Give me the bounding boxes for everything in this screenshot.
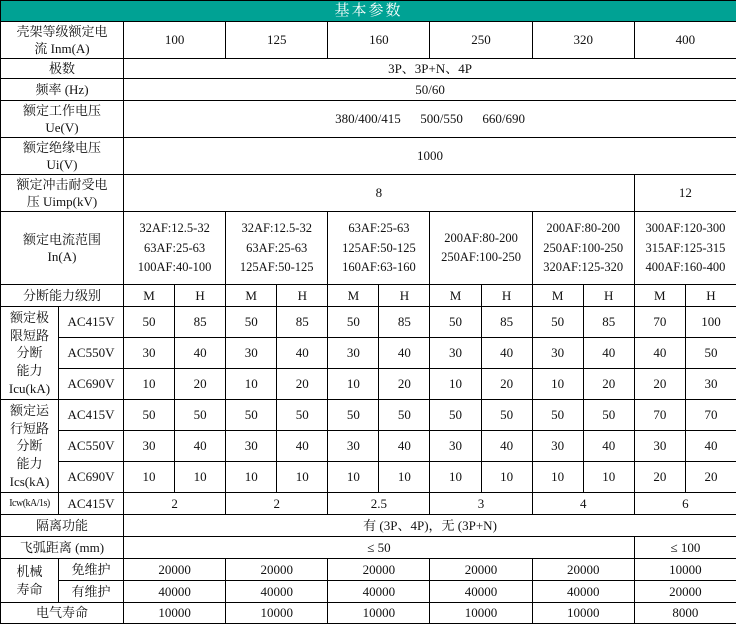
- value-cell: 85: [379, 307, 430, 338]
- value-cell: 300AF:120-300 315AF:125-315 400AF:160-400: [634, 212, 736, 285]
- value-cell: 1000: [124, 138, 736, 175]
- row-label: 额定冲击耐受电 压 Uimp(kV): [1, 175, 124, 212]
- row-label: Icw(kA/1s): [1, 493, 59, 515]
- value-cell: 200AF:80-200 250AF:100-250: [430, 212, 532, 285]
- row-label: 额定极 限短路 分断 能力 Icu(kA): [1, 307, 59, 400]
- value-cell: 50: [328, 307, 379, 338]
- row-label: 分断能力级别: [1, 285, 124, 307]
- value-cell: 6: [634, 493, 736, 515]
- value-cell: 20: [379, 369, 430, 400]
- value-cell: 20: [634, 369, 685, 400]
- value-cell: 70: [685, 400, 736, 431]
- value-cell: 8: [124, 175, 635, 212]
- value-cell: 200AF:80-200 250AF:100-250 320AF:125-320: [532, 212, 634, 285]
- value-cell: 20: [634, 462, 685, 493]
- value-cell: 20000: [634, 581, 736, 603]
- value-cell: 70: [634, 400, 685, 431]
- value-cell: 40: [379, 338, 430, 369]
- value-cell: 125: [226, 22, 328, 59]
- value-cell: 10000: [124, 603, 226, 624]
- value-cell: 10: [328, 462, 379, 493]
- value-cell: 85: [583, 307, 634, 338]
- value-cell: 50: [583, 400, 634, 431]
- value-cell: 50: [481, 400, 532, 431]
- value-cell: 10: [379, 462, 430, 493]
- value-cell: 70: [634, 307, 685, 338]
- value-cell: 30: [226, 431, 277, 462]
- value-cell: 8000: [634, 603, 736, 624]
- table-title: 基本参数: [1, 1, 736, 22]
- row-label: 飞弧距离 (mm): [1, 537, 124, 559]
- value-cell: 40000: [124, 581, 226, 603]
- value-cell: 50: [328, 400, 379, 431]
- value-cell: 160: [328, 22, 430, 59]
- value-cell: 40: [277, 431, 328, 462]
- row-label: AC415V: [59, 493, 124, 515]
- value-cell: 10000: [532, 603, 634, 624]
- value-cell: 100: [124, 22, 226, 59]
- value-cell: 40000: [328, 581, 430, 603]
- value-cell: 50: [124, 400, 175, 431]
- value-cell: 30: [124, 338, 175, 369]
- value-cell: 20: [277, 369, 328, 400]
- value-cell: M: [430, 285, 481, 307]
- value-cell: 40: [685, 431, 736, 462]
- value-cell: 10: [277, 462, 328, 493]
- row-label: 额定运 行短路 分断 能力 Ics(kA): [1, 400, 59, 493]
- value-cell: 10000: [430, 603, 532, 624]
- value-cell: 40000: [226, 581, 328, 603]
- value-cell: 50: [532, 400, 583, 431]
- row-label: 壳架等级额定电 流 Inm(A): [1, 22, 124, 59]
- value-cell: 10: [124, 462, 175, 493]
- value-cell: 20000: [532, 559, 634, 581]
- row-label: 隔离功能: [1, 515, 124, 537]
- value-cell: 40: [175, 431, 226, 462]
- value-cell: 30: [430, 338, 481, 369]
- row-label: AC690V: [59, 462, 124, 493]
- row-label: AC415V: [59, 400, 124, 431]
- value-cell: 30: [532, 338, 583, 369]
- value-cell: 250: [430, 22, 532, 59]
- value-cell: 50: [379, 400, 430, 431]
- value-cell: 3P、3P+N、4P: [124, 59, 736, 79]
- row-label: 频率 (Hz): [1, 79, 124, 101]
- value-cell: H: [175, 285, 226, 307]
- value-cell: 40000: [430, 581, 532, 603]
- row-label: 极数: [1, 59, 124, 79]
- value-cell: 30: [226, 338, 277, 369]
- value-cell: H: [685, 285, 736, 307]
- value-cell: 10: [583, 462, 634, 493]
- row-label: 电气寿命: [1, 603, 124, 624]
- value-cell: 20: [175, 369, 226, 400]
- row-label: 免维护: [59, 559, 124, 581]
- value-cell: ≤ 50: [124, 537, 635, 559]
- value-cell: 85: [175, 307, 226, 338]
- value-cell: 20000: [328, 559, 430, 581]
- value-cell: 20000: [226, 559, 328, 581]
- value-cell: 2: [124, 493, 226, 515]
- value-cell: 10: [226, 369, 277, 400]
- value-cell: M: [532, 285, 583, 307]
- value-cell: 40: [379, 431, 430, 462]
- value-cell: 20: [583, 369, 634, 400]
- value-cell: 2: [226, 493, 328, 515]
- value-cell: 10: [532, 369, 583, 400]
- value-cell: M: [634, 285, 685, 307]
- value-cell: 20000: [124, 559, 226, 581]
- value-cell: 10: [532, 462, 583, 493]
- value-cell: 30: [328, 338, 379, 369]
- value-cell: 50/60: [124, 79, 736, 101]
- value-cell: 30: [532, 431, 583, 462]
- value-cell: 3: [430, 493, 532, 515]
- value-cell: 40: [481, 338, 532, 369]
- value-cell: 85: [481, 307, 532, 338]
- value-cell: 有 (3P、4P)，无 (3P+N): [124, 515, 736, 537]
- value-cell: 85: [277, 307, 328, 338]
- row-label: 额定工作电压 Ue(V): [1, 101, 124, 138]
- value-cell: 50: [226, 307, 277, 338]
- value-cell: 50: [226, 400, 277, 431]
- value-cell: M: [124, 285, 175, 307]
- value-cell: 380/400/415 500/550 660/690: [124, 101, 736, 138]
- value-cell: 30: [685, 369, 736, 400]
- row-label: AC550V: [59, 338, 124, 369]
- value-cell: 10: [328, 369, 379, 400]
- row-label: AC415V: [59, 307, 124, 338]
- value-cell: H: [481, 285, 532, 307]
- value-cell: 50: [124, 307, 175, 338]
- value-cell: 50: [277, 400, 328, 431]
- row-label: AC690V: [59, 369, 124, 400]
- value-cell: 50: [532, 307, 583, 338]
- value-cell: 40: [634, 338, 685, 369]
- value-cell: M: [226, 285, 277, 307]
- value-cell: 40000: [532, 581, 634, 603]
- value-cell: H: [583, 285, 634, 307]
- value-cell: 50: [430, 400, 481, 431]
- value-cell: 32AF:12.5-32 63AF:25-63 100AF:40-100: [124, 212, 226, 285]
- value-cell: 50: [685, 338, 736, 369]
- value-cell: 10: [430, 369, 481, 400]
- value-cell: 10: [175, 462, 226, 493]
- value-cell: 30: [430, 431, 481, 462]
- value-cell: M: [328, 285, 379, 307]
- value-cell: 40: [583, 338, 634, 369]
- value-cell: 10: [481, 462, 532, 493]
- value-cell: 40: [277, 338, 328, 369]
- value-cell: 40: [481, 431, 532, 462]
- value-cell: 10000: [226, 603, 328, 624]
- value-cell: 20: [481, 369, 532, 400]
- row-label: AC550V: [59, 431, 124, 462]
- value-cell: H: [277, 285, 328, 307]
- value-cell: 12: [634, 175, 736, 212]
- value-cell: 10: [124, 369, 175, 400]
- value-cell: 40: [583, 431, 634, 462]
- value-cell: 2.5: [328, 493, 430, 515]
- row-label: 额定电流范围 In(A): [1, 212, 124, 285]
- row-label: 额定绝缘电压 Ui(V): [1, 138, 124, 175]
- value-cell: 30: [124, 431, 175, 462]
- value-cell: 400: [634, 22, 736, 59]
- value-cell: 50: [175, 400, 226, 431]
- value-cell: 10000: [328, 603, 430, 624]
- row-label: 有维护: [59, 581, 124, 603]
- value-cell: 100: [685, 307, 736, 338]
- value-cell: 10: [430, 462, 481, 493]
- value-cell: 20000: [430, 559, 532, 581]
- value-cell: 63AF:25-63 125AF:50-125 160AF:63-160: [328, 212, 430, 285]
- value-cell: 50: [430, 307, 481, 338]
- value-cell: 4: [532, 493, 634, 515]
- value-cell: 20: [685, 462, 736, 493]
- value-cell: 40: [175, 338, 226, 369]
- value-cell: 32AF:12.5-32 63AF:25-63 125AF:50-125: [226, 212, 328, 285]
- value-cell: 10: [226, 462, 277, 493]
- value-cell: H: [379, 285, 430, 307]
- value-cell: 30: [328, 431, 379, 462]
- value-cell: ≤ 100: [634, 537, 736, 559]
- table-body: [1, 1, 736, 624]
- value-cell: 10000: [634, 559, 736, 581]
- value-cell: 320: [532, 22, 634, 59]
- row-label: 机械 寿命: [1, 559, 59, 603]
- value-cell: 30: [634, 431, 685, 462]
